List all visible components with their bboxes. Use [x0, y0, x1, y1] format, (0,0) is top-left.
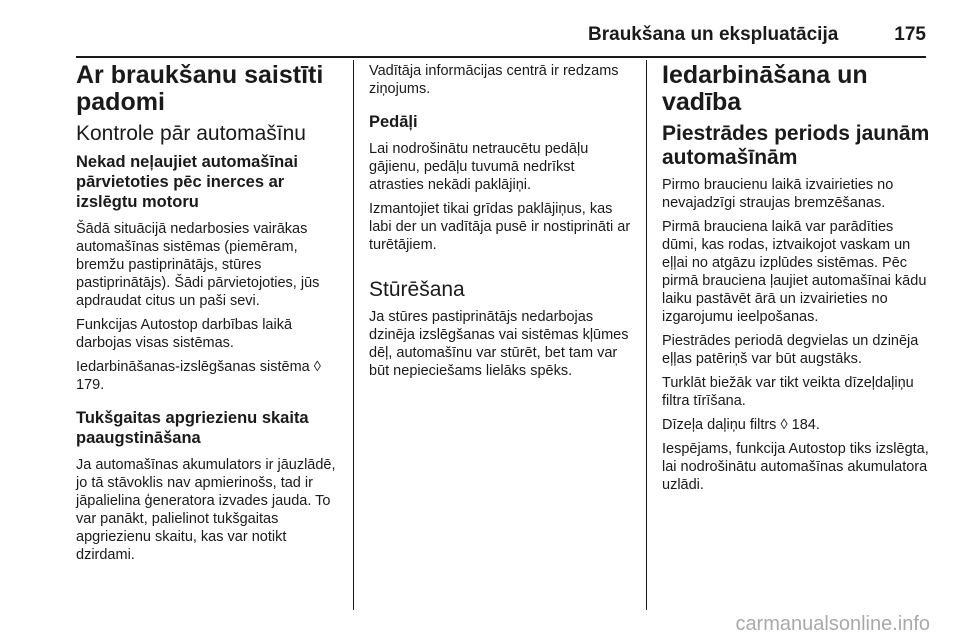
paragraph-battery-charge: Ja automašīnas akumulators ir jāuzlādē, jo tā stāvoklis nav apmierinošs, tad ir jāpalielina ģeneratora izvades jauda. To var panākt, palielinot tukšgaitas apgriezienu skaitu, kas var notikt dzirdami. [76, 457, 336, 563]
column-1 [76, 62, 340, 570]
heading-pedals: Pedāļi [369, 113, 418, 131]
paragraph-pedal-mats: Lai nodrošinātu netraucētu pedāļu gājienu, pedāļu tuvumā nedrīkst atrasties nekādi paklājiņi. [369, 141, 589, 193]
header-title: Braukšana un ekspluatācija [588, 24, 839, 45]
paragraph-dpf-ref: Dīzeļa daļiņu filtrs ◊ 184. [662, 417, 820, 433]
column-divider-1 [353, 60, 354, 610]
paragraph-autostop-disabled: Iespējams, funkcija Autostop tiks izslēgta, lai nodrošinātu automašīnas akumulatora uzlādi. [662, 441, 929, 493]
paragraph-floor-mats: Izmantojiet tikai grīdas paklājiņus, kas labi der un vadītāja pusē ir nostiprināti ar turētājiem. [369, 201, 631, 253]
section-title-driving-tips: Ar braukšanu saistīti padomi [76, 61, 324, 116]
subsection-steering: Stūrēšana [369, 278, 465, 301]
paragraph-smoke: Pirmā brauciena laikā var parādīties dūmi, kas rodas, iztvaikojot vaskam un eļļai no atgāzu izplūdes sistēmas. Pēc pirmā brauciena ļaujiet automašīnai kādu laiku pastāvēt ārā un izvairieties no izgarojumu ieelpošanas. [662, 219, 927, 325]
section-title-starting-operating: Iedarbināšana un vadība [662, 61, 868, 116]
column-3 [662, 62, 930, 500]
paragraph-consumption: Piestrādes periodā degvielas un dzinēja eļļas patēriņš var būt augstāks. [662, 333, 919, 367]
header-rule [76, 56, 926, 58]
paragraph-dic-message: Vadītāja informācijas centrā ir redzams ziņojums. [369, 63, 619, 97]
paragraph-power-steering: Ja stūres pastiprinātājs nedarbojas dzinēja izslēgšanas vai sistēmas kļūmes dēļ, automašīnu var stūrēt, bet tam var būt nepieciešams lielāks spēks. [369, 309, 629, 379]
paragraph-systems-disabled: Šādā situācijā nedarbosies vairākas automašīnas sistēmas (piemēram, bremžu pastiprinātājs, stūres pastiprinātājs). Šādi pārvietojoties, jūs apdraudat citus un paši sevi. [76, 221, 320, 309]
paragraph-braking: Pirmo braucienu laikā izvairieties no nevajadzīgi straujas bremzēšanas. [662, 177, 894, 211]
paragraph-dpf-cleaning: Turklāt biežāk var tikt veikta dīzeļdaļiņu filtra tīrīšana. [662, 375, 914, 409]
subsection-vehicle-control: Kontrole pār automašīnu [76, 122, 306, 145]
column-2 [369, 62, 633, 386]
column-divider-2 [646, 60, 647, 610]
watermark: carmanualsonline.info [735, 613, 930, 635]
page-header [588, 20, 926, 50]
subsection-running-in: Piestrādes periods jaunām automašīnām [662, 122, 930, 169]
heading-never-coast: Nekad neļaujiet automašīnai pārvietoties pēc inerces ar izslēgtu motoru [76, 153, 298, 211]
paragraph-autostop-systems: Funkcijas Autostop darbības laikā darbojas visas sistēmas. [76, 317, 293, 351]
page-number: 175 [894, 24, 926, 45]
paragraph-stop-start-ref: Iedarbināšanas-izslēgšanas sistēma ◊ 179. [76, 359, 321, 393]
heading-idle-speed: Tukšgaitas apgriezienu skaita paaugstināšana [76, 409, 309, 447]
